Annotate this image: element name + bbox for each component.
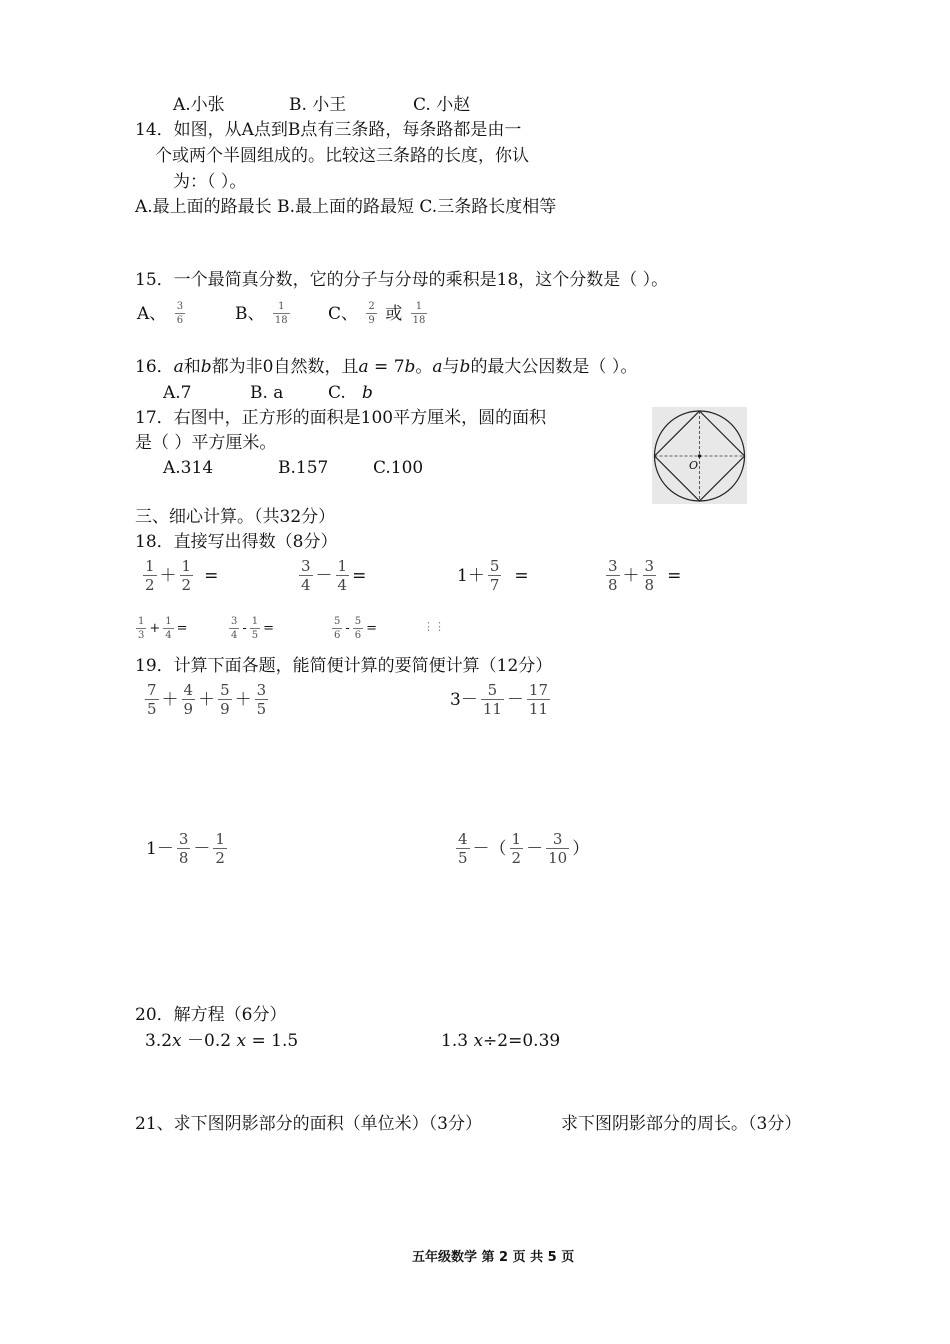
q15-c-fraction-1: $\frac{2}{9}$ [368,301,375,326]
q15-a-label: A、 [137,303,167,324]
q18-r2-mark: ⋮⋮ [423,620,445,633]
page-footer: 五年级数学 第 2 页 共 5 页 [412,1250,575,1265]
q17-option-a: A.314 [163,458,214,478]
q18-r1-expr3: 1＋ $\frac{5}{7}$ = [457,557,529,594]
q13-option-b: B. 小王 [289,95,347,115]
q14-line1: 14．如图，从A点到B点有三条路，每条路都是由一 [135,120,522,140]
q19-expr1: $\frac{7}{5}$ ＋ $\frac{4}{9}$ ＋ $\frac{5}{9}$ ＋ $\frac{3}{5}$ [147,681,267,718]
q16-option-b: B. a [250,383,284,403]
q20-equation-2: 1.3 x÷2=0.39 [441,1031,561,1051]
q18-r2-expr2: $\frac{3}{4}$ - $\frac{1}{5}$ = [231,616,275,641]
q21-left: 21、求下图阴影部分的面积（单位米）（3分） [135,1114,482,1134]
q15-c-or: 或 [385,303,403,324]
q18-r1-expr1: $\frac{1}{2}$ ＋ $\frac{1}{2}$ = [145,557,219,594]
q14-line2: 个或两个半圆组成的。比较这三条路的长度，你认 [155,146,529,166]
q16-option-a: A.7 [163,383,192,403]
circle-square-svg [652,407,747,504]
q17-line1: 17．右图中，正方形的面积是100平方厘米，圆的面积 [135,408,547,428]
q18-r2-expr1: $\frac{1}{3}$ + $\frac{1}{4}$ = [138,616,188,641]
q15-option-c [326,302,428,326]
q15-option-a [135,302,186,326]
figure-center-dot [698,454,701,457]
q13-option-c: C. 小赵 [413,95,471,115]
q18-r1-expr4: $\frac{3}{8}$ ＋ $\frac{3}{8}$ = [608,557,682,594]
q19-expr4: $\frac{4}{5}$ －（ $\frac{1}{2}$ － $\frac{3}{10}$ ） [458,830,590,867]
q20-equation-1: 3.2x －0.2 x = 1.5 [145,1031,299,1051]
q16-option-c: C. b [328,383,373,403]
q15-a-fraction: $\frac{3}{6}$ [176,301,184,326]
q13-option-a: A.小张 [173,95,225,115]
q17-option-c: C.100 [373,458,424,478]
q19-expr3: 1－ $\frac{3}{8}$ － $\frac{1}{2}$ [146,830,225,867]
q19-title: 19．计算下面各题，能简便计算的要简便计算（12分） [135,656,553,676]
q15-option-b [233,302,291,326]
q18-r2-expr3: $\frac{5}{6}$ - $\frac{5}{6}$ = [334,616,378,641]
q20-title: 20．解方程（6分） [135,1005,287,1025]
q15-b-fraction: $\frac{1}{18}$ [274,301,288,326]
q18-title: 18．直接写出得数（8分） [135,532,338,552]
q14-line3: 为：（ ）。 [173,172,247,192]
q17-line2: 是（ ）平方厘米。 [135,433,277,453]
q15-c-fraction-2: $\frac{1}{18}$ [412,301,426,326]
circle-square-figure [652,407,747,504]
q19-expr2: 3－ $\frac{5}{11}$ － $\frac{17}{11}$ [450,681,549,718]
q21-right: 求下图阴影部分的周长。（3分） [561,1114,802,1134]
q16-stem: 16．a和b都为非0自然数，且a = 7b。a与b的最大公因数是（ ）。 [135,357,638,377]
q15-c-label: C、 [328,303,359,324]
q14-options: A.最上面的路最长 B.最上面的路最短 C.三条路长度相等 [135,197,557,217]
q15-stem: 15．一个最简真分数，它的分子与分母的乘积是18，这个分数是（ ）。 [135,270,669,290]
section3-heading: 三、细心计算。（共32分） [135,507,336,527]
q15-b-label: B、 [235,303,265,324]
q18-r1-expr2: $\frac{3}{4}$ － $\frac{1}{4}$ = [301,557,367,594]
figure-center-label: O [689,459,699,472]
q17-option-b: B.157 [278,458,329,478]
